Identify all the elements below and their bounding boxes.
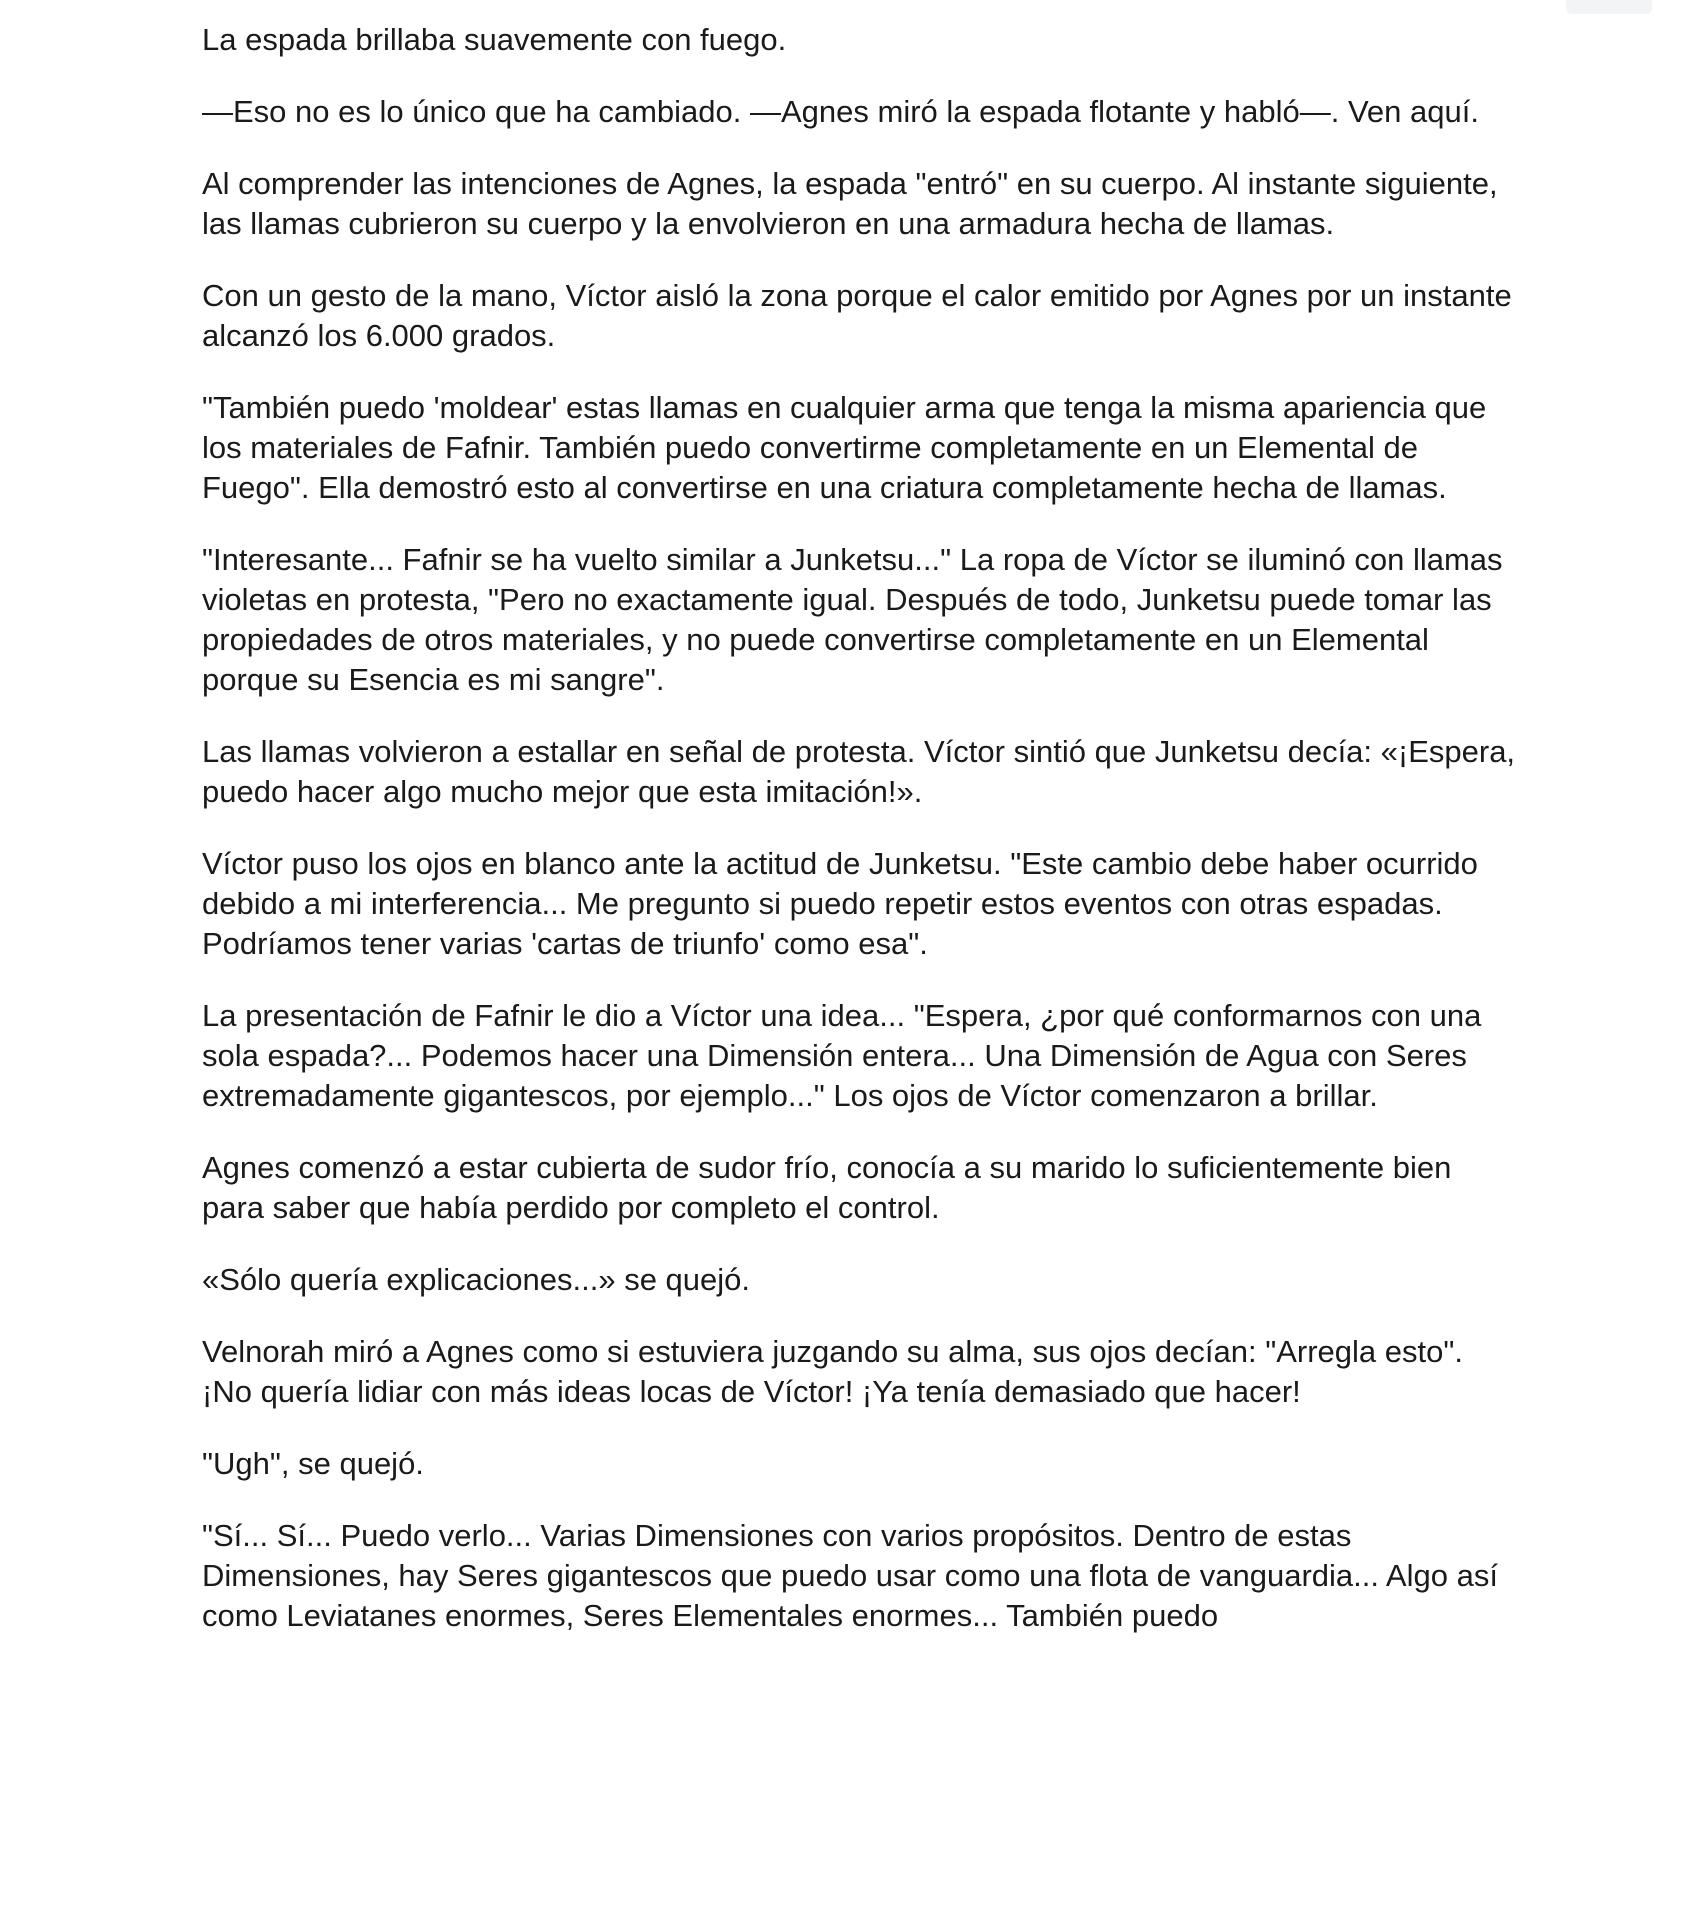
paragraph: —Eso no es lo único que ha cambiado. —Agnes miró la espada flotante y habló—. Ven aquí. [202, 94, 1479, 129]
document-body [202, 20, 1518, 1668]
paragraph: "Interesante... Fafnir se ha vuelto similar a Junketsu..." La ropa de Víctor se iluminó con llamas violetas en protesta, "Pero no exactamente igual. Después de todo, Junketsu puede tomar las propiedades de otros materiales, y no puede convertirse completamente en un Elemental porque su Esencia es mi sangre". [202, 542, 1503, 697]
paragraph: La espada brillaba suavemente con fuego. [202, 22, 787, 57]
paragraph: "Ugh", se quejó. [202, 1446, 424, 1481]
paragraph: La presentación de Fafnir le dio a Víctor una idea... "Espera, ¿por qué conformarnos con una sola espada?... Podemos hacer una Dimensión entera... Una Dimensión de Agua con Seres extremadamente gigantescos, por ejemplo..." Los ojos de Víctor comenzaron a brillar. [202, 998, 1482, 1113]
paragraph: Agnes comenzó a estar cubierta de sudor frío, conocía a su marido lo suficientemente bien para saber que había perdido por completo el control. [202, 1150, 1452, 1225]
paragraph: Al comprender las intenciones de Agnes, la espada "entró" en su cuerpo. Al instante siguiente, las llamas cubrieron su cuerpo y la envolvieron en una armadura hecha de llamas. [202, 166, 1498, 241]
paragraph: "También puedo 'moldear' estas llamas en cualquier arma que tenga la misma apariencia que los materiales de Fafnir. También puedo convertirme completamente en un Elemental de Fuego". Ella demostró esto al convertirse en una criatura completamente hecha de llamas. [202, 390, 1487, 505]
paragraph: «Sólo quería explicaciones...» se quejó. [202, 1262, 751, 1297]
page-corner-tab [1566, 0, 1652, 14]
paragraph: Con un gesto de la mano, Víctor aisló la zona porque el calor emitido por Agnes por un instante alcanzó los 6.000 grados. [202, 278, 1512, 353]
paragraph: Velnorah miró a Agnes como si estuviera juzgando su alma, sus ojos decían: "Arregla esto". ¡No quería lidiar con más ideas locas de Víctor! ¡Ya tenía demasiado que hacer! [202, 1334, 1463, 1409]
paragraph: Víctor puso los ojos en blanco ante la actitud de Junketsu. "Este cambio debe haber ocurrido debido a mi interferencia... Me pregunto si puedo repetir estos eventos con otras espadas. Podríamos tener varias 'cartas de triunfo' como esa". [202, 846, 1478, 961]
paragraph: Las llamas volvieron a estallar en señal de protesta. Víctor sintió que Junketsu decía: «¡Espera, puedo hacer algo mucho mejor que esta imitación!». [202, 734, 1516, 809]
paragraph: "Sí... Sí... Puedo verlo... Varias Dimensiones con varios propósitos. Dentro de estas Dimensiones, hay Seres gigantescos que puedo usar como una flota de vanguardia... Algo así como Leviatanes enormes, Seres Elementales enormes... También puedo [202, 1518, 1498, 1633]
